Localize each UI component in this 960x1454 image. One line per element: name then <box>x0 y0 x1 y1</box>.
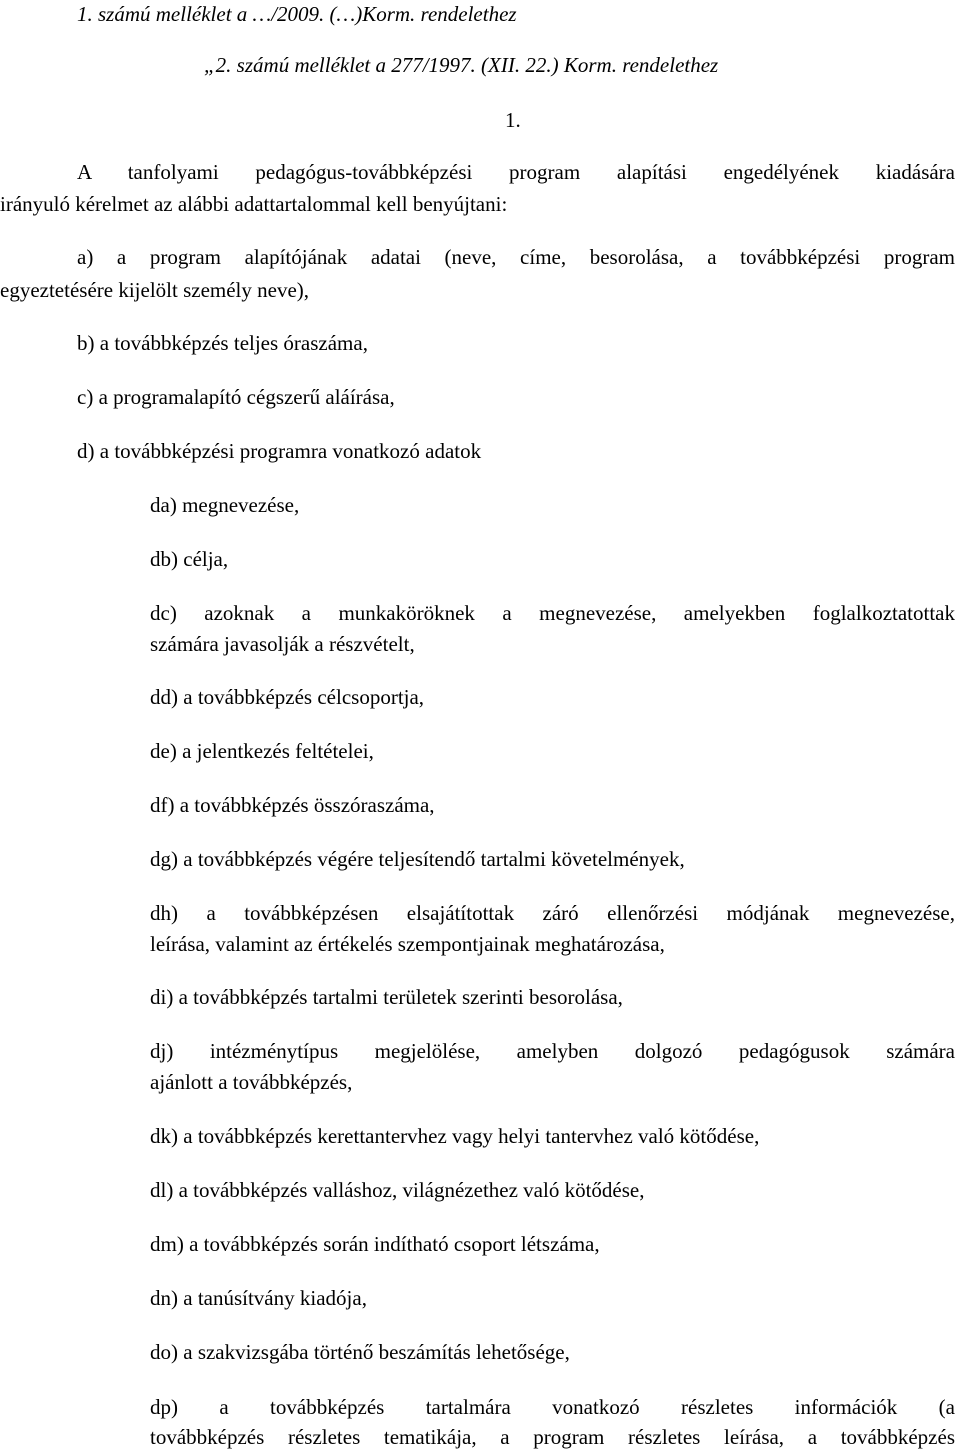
list-item-df: df) a továbbképzés összóraszáma, <box>150 793 435 817</box>
list-item-d: d) a továbbképzési programra vonatkozó adatok <box>77 439 482 463</box>
list-item-da: da) megnevezése, <box>150 493 300 517</box>
list-item-dl: dl) a továbbképzés valláshoz, világnézethez való kötődése, <box>150 1178 645 1202</box>
list-item-dj-line-1: dj) intézménytípus megjelölése, amelyben dolgozó pedagógusok számára <box>150 1039 955 1063</box>
list-item-a-line-1: a) a program alapítójának adatai (neve, címe, besorolása, a továbbképzési program <box>77 245 955 269</box>
list-item-dd: dd) a továbbképzés célcsoportja, <box>150 685 425 709</box>
list-item-do: do) a szakvizsgába történő beszámítás lehetősége, <box>150 1340 570 1364</box>
annex-subtitle: „2. számú melléklet a 277/1997. (XII. 22.) Korm. rendelethez <box>204 53 719 77</box>
annex-title: 1. számú melléklet a …/2009. (…)Korm. rendelethez <box>77 2 517 26</box>
list-item-de: de) a jelentkezés feltételei, <box>150 739 374 763</box>
list-item-a-line-2: egyeztetésére kijelölt személy neve), <box>0 278 310 302</box>
list-item-di: di) a továbbképzés tartalmi területek szerinti besorolása, <box>150 985 623 1009</box>
list-item-db: db) célja, <box>150 547 229 571</box>
list-item-dn: dn) a tanúsítvány kiadója, <box>150 1286 367 1310</box>
intro-paragraph-line-2: irányuló kérelmet az alábbi adattartalommal kell benyújtani: <box>0 192 508 216</box>
list-item-dm: dm) a továbbképzés során indítható csoport létszáma, <box>150 1232 600 1256</box>
list-item-dh-line-1: dh) a továbbképzésen elsajátítottak záró ellenőrzési módjának megnevezése, <box>150 901 955 925</box>
list-item-b: b) a továbbképzés teljes óraszáma, <box>77 331 368 355</box>
list-item-dg: dg) a továbbképzés végére teljesítendő tartalmi követelmények, <box>150 847 685 871</box>
list-item-dp-line-1: dp) a továbbképzés tartalmára vonatkozó részletes információk (a <box>150 1395 955 1419</box>
section-number: 1. <box>505 108 521 132</box>
list-item-dk: dk) a továbbképzés kerettantervhez vagy helyi tantervhez való kötődése, <box>150 1124 760 1148</box>
intro-paragraph-line-1: A tanfolyami pedagógus-továbbképzési program alapítási engedélyének kiadására <box>77 160 955 184</box>
list-item-dc-line-1: dc) azoknak a munkaköröknek a megnevezése, amelyekben foglalkoztatottak <box>150 601 955 625</box>
list-item-c: c) a programalapító cégszerű aláírása, <box>77 385 395 409</box>
list-item-dh-line-2: leírása, valamint az értékelés szempontjainak meghatározása, <box>150 932 665 956</box>
list-item-dj-line-2: ajánlott a továbbképzés, <box>150 1070 353 1094</box>
list-item-dp-line-2: továbbképzés részletes tematikája, a program részletes leírása, a továbbképzés <box>150 1425 955 1449</box>
list-item-dc-line-2: számára javasolják a részvételt, <box>150 632 415 656</box>
